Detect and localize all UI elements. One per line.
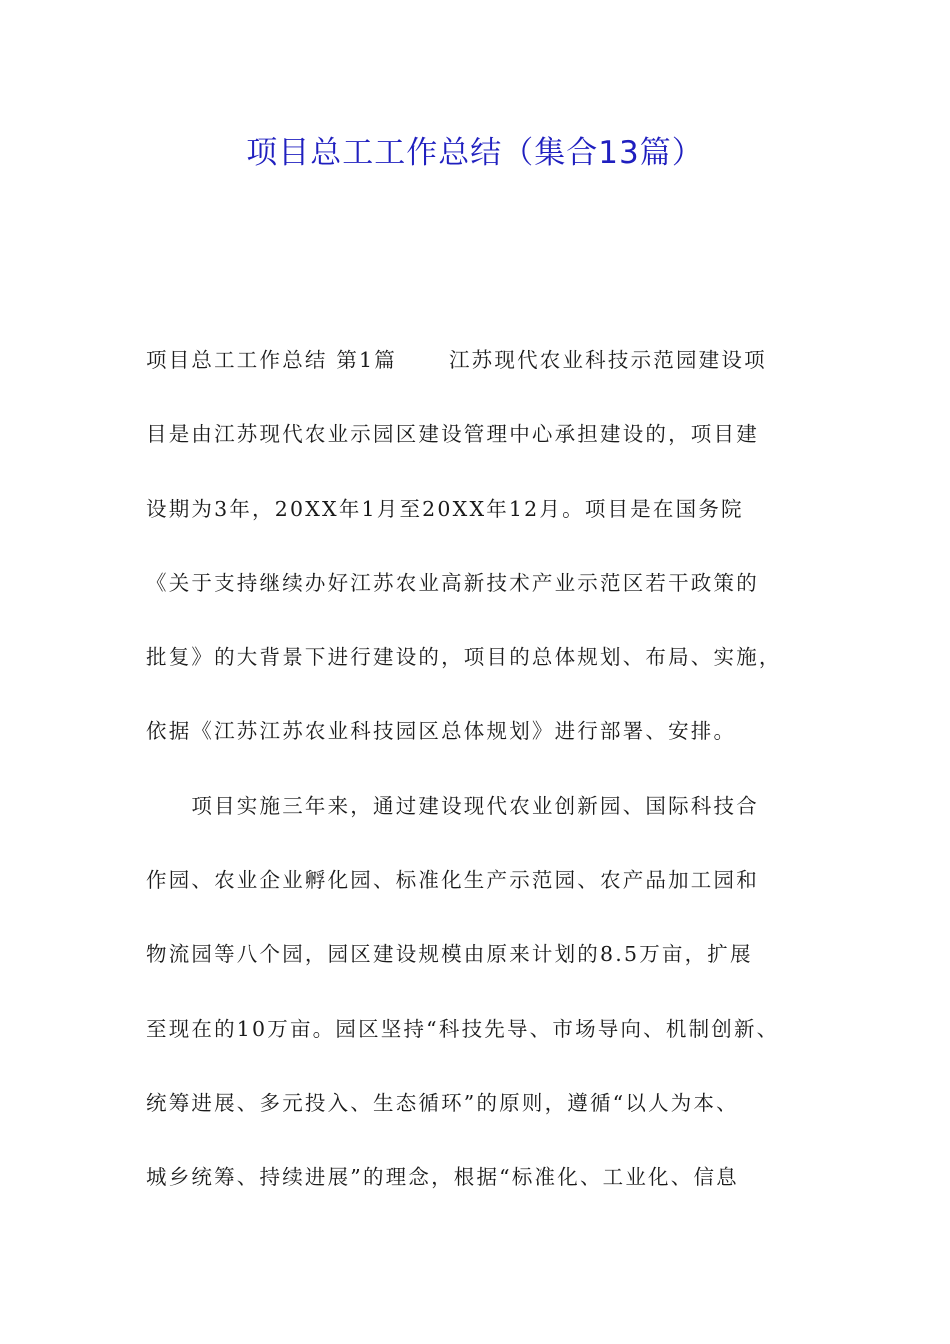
body-line: 批复》的大背景下进行建设的，项目的总体规划、布局、实施，: [146, 645, 782, 670]
document-title: 项目总工工作总结（集合13篇）: [246, 135, 704, 171]
body-line: 设期为3年，20XX年1月至20XX年12月。项目是在国务院: [146, 496, 744, 521]
body-line: 统筹进展、多元投入、生态循环”的原则，遵循“以人为本、: [146, 1090, 739, 1115]
section-heading: 项目总工工作总结 第1篇: [146, 348, 397, 372]
body-line: 作园、农业企业孵化园、标准化生产示范园、农产品加工园和: [146, 868, 759, 893]
body-line: 城乡统筹、持续进展”的理念，根据“标准化、工业化、信息: [146, 1165, 739, 1190]
document-body: [146, 340, 826, 1232]
body-line: 项目实施三年来，通过建设现代农业创新园、国际科技合: [146, 793, 759, 818]
body-line: 物流园等八个园，园区建设规模由原来计划的8.5万亩，扩展: [146, 942, 753, 967]
body-line: 《关于支持继续办好江苏农业高新技术产业示范区若干政策的: [146, 570, 759, 595]
body-line: 目是由江苏现代农业示园区建设管理中心承担建设的，项目建: [146, 422, 759, 447]
body-line: 至现在的10万亩。园区坚持“科技先导、市场导向、机制创新、: [146, 1016, 780, 1041]
body-line-text: 江苏现代农业科技示范园建设项: [448, 348, 767, 372]
body-line: [146, 340, 826, 414]
body-line: 依据《江苏江苏农业科技园区总体规划》进行部署、安排。: [146, 719, 737, 744]
